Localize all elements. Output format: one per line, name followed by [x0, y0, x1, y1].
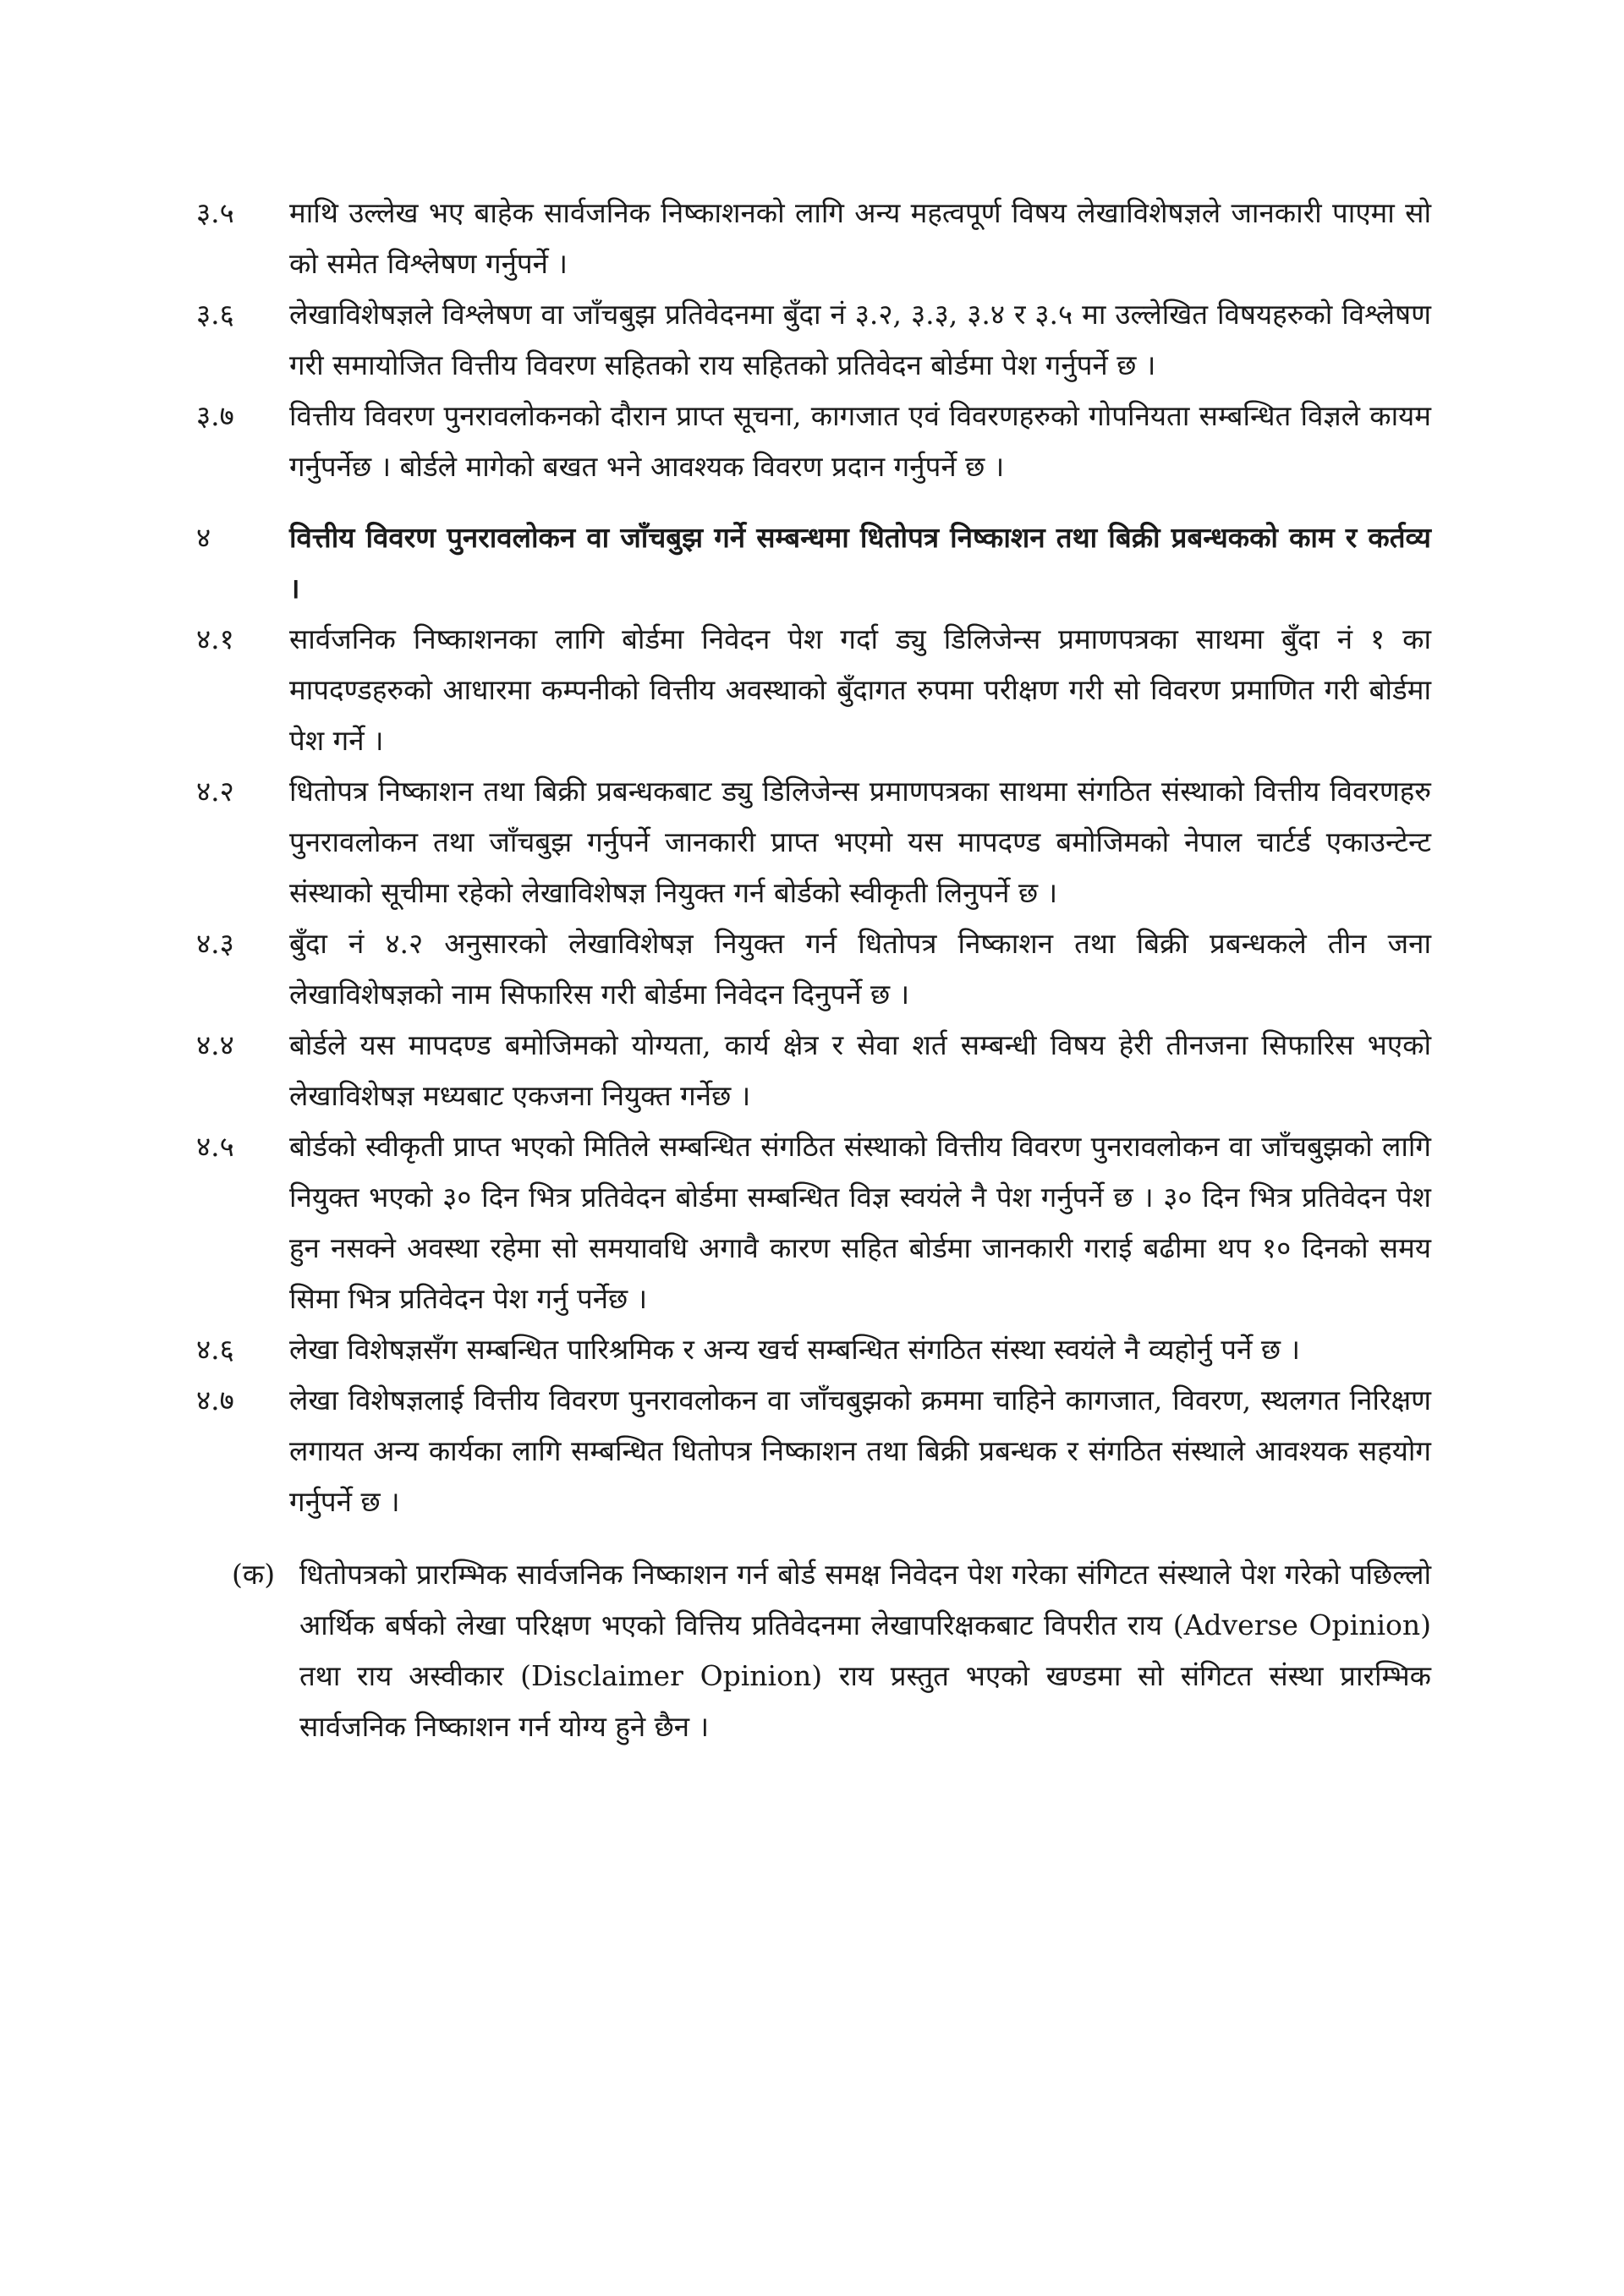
clause-3-5: [196, 188, 1431, 289]
clause-number: ४.५: [196, 1130, 234, 1163]
clause-4-2: [196, 766, 1431, 918]
clause-4-1: [196, 614, 1431, 766]
sub-clause-ka: [232, 1549, 1431, 1752]
clause-4-7: [196, 1375, 1431, 1527]
section-title: वित्तीय विवरण पुनरावलोकन वा जाँचबुझ गर्ने सम्बन्धमा धितोपत्र निष्काशन तथा बिक्री प्रबन्धकको काम र कर्तव्य ।: [289, 521, 1431, 605]
clause-text: बोर्डको स्वीकृती प्राप्त भएको मितिले सम्बन्धित संगठित संस्थाको वित्तीय विवरण पुनरावलोकन वा जाँचबुझको लागि नियुक्त भएको ३० दिन भित्र प्रतिवेदन बोर्डमा सम्बन्धित विज्ञ स्वयंले नै पेश गर्नुपर्ने छ । ३० दिन भित्र प्रतिवेदन पेश हुन नसक्ने अवस्था रहेमा सो समयावधि अगावै कारण सहित बोर्डमा जानकारी गराई बढीमा थप १० दिनको समय सिमा भित्र प्रतिवेदन पेश गर्नु पर्नेछ ।: [289, 1130, 1431, 1315]
clause-number: ४.२: [196, 775, 234, 808]
clause-4-6: [196, 1324, 1431, 1375]
clause-text: लेखा विशेषज्ञलाई वित्तीय विवरण पुनरावलोकन वा जाँचबुझको क्रममा चाहिने कागजात, विवरण, स्थलगत निरिक्षण लगायत अन्य कार्यका लागि सम्बन्धित धितोपत्र निष्काशन तथा बिक्री प्रबन्धक र संगठित संस्थाले आवश्यक सहयोग गर्नुपर्ने छ ।: [289, 1384, 1431, 1518]
clause-4-3: [196, 918, 1431, 1020]
section-number: ४: [196, 521, 211, 554]
clause-text: बुँदा नं ४.२ अनुसारको लेखाविशेषज्ञ नियुक्त गर्न धितोपत्र निष्काशन तथा बिक्री प्रबन्धकले तीन जना लेखाविशेषज्ञको नाम सिफारिस गरी बोर्डमा निवेदन दिनुपर्ने छ ।: [289, 927, 1431, 1011]
clause-number: ४.४: [196, 1028, 234, 1061]
clause-number: ३.५: [196, 196, 234, 229]
document-body: [196, 188, 1431, 1752]
clause-number: ३.६: [196, 298, 234, 331]
clause-3-6: [196, 289, 1431, 391]
clause-number: ४.३: [196, 927, 234, 960]
clause-4-5: [196, 1121, 1431, 1324]
clause-text: माथि उल्लेख भए बाहेक सार्वजनिक निष्काशनको लागि अन्य महत्वपूर्ण विषय लेखाविशेषज्ञले जानकारी पाएमा सो को समेत विश्लेषण गर्नुपर्ने ।: [289, 196, 1431, 280]
clause-text: वित्तीय विवरण पुनरावलोकनको दौरान प्राप्त सूचना, कागजात एवं विवरणहरुको गोपनियता सम्बन्धित विज्ञले कायम गर्नुपर्नेछ । बोर्डले मागेको बखत भने आवश्यक विवरण प्रदान गर्नुपर्ने छ ।: [289, 399, 1431, 483]
clause-text: लेखाविशेषज्ञले विश्लेषण वा जाँचबुझ प्रतिवेदनमा बुँदा नं ३.२, ३.३, ३.४ र ३.५ मा उल्लेखित विषयहरुको विश्लेषण गरी समायोजित वित्तीय विवरण सहितको राय सहितको प्रतिवेदन बोर्डमा पेश गर्नुपर्ने छ ।: [289, 298, 1431, 381]
sub-clause-text: धितोपत्रको प्रारम्भिक सार्वजनिक निष्काशन गर्न बोर्ड समक्ष निवेदन पेश गरेका संगिटत संस्थाले पेश गरेको पछिल्लो आर्थिक बर्षको लेखा परिक्षण भएको वित्तिय प्रतिवेदनमा लेखापरिक्षकबाट विपरीत राय (Adverse Opinion) तथा राय अस्वीकार (Disclaimer Opinion) राय प्रस्तुत भएको खण्डमा सो संगिटत संस्था प्रारम्भिक सार्वजनिक निष्काशन गर्न योग्य हुने छैन ।: [299, 1558, 1431, 1743]
clause-number: ३.७: [196, 399, 234, 432]
clause-number: ४.१: [196, 622, 234, 655]
clause-number: ४.७: [196, 1384, 234, 1417]
section-4-heading: [196, 512, 1431, 614]
clause-number: ४.६: [196, 1333, 234, 1366]
clause-3-7: [196, 391, 1431, 492]
clause-text: सार्वजनिक निष्काशनका लागि बोर्डमा निवेदन पेश गर्दा ड्यु डिलिजेन्स प्रमाणपत्रका साथमा बुँदा नं १ का मापदण्डहरुको आधारमा कम्पनीको वित्तीय अवस्थाको बुँदागत रुपमा परीक्षण गरी सो विवरण प्रमाणित गरी बोर्डमा पेश गर्ने ।: [289, 622, 1431, 757]
clause-text: लेखा विशेषज्ञसँग सम्बन्धित पारिश्रमिक र अन्य खर्च सम्बन्धित संगठित संस्था स्वयंले नै व्यहोर्नु पर्ने छ ।: [289, 1333, 1300, 1366]
clause-4-4: [196, 1020, 1431, 1121]
sub-clause-marker: (क): [232, 1558, 276, 1591]
clause-text: बोर्डले यस मापदण्ड बमोजिमको योग्यता, कार्य क्षेत्र र सेवा शर्त सम्बन्धी विषय हेरी तीनजना सिफारिस भएको लेखाविशेषज्ञ मध्यबाट एकजना नियुक्त गर्नेछ ।: [289, 1028, 1431, 1112]
clause-text: धितोपत्र निष्काशन तथा बिक्री प्रबन्धकबाट ड्यु डिलिजेन्स प्रमाणपत्रका साथमा संगठित संस्थाको वित्तीय विवरणहरु पुनरावलोकन तथा जाँचबुझ गर्नुपर्ने जानकारी प्राप्त भएमो यस मापदण्ड बमोजिमको नेपाल चार्टर्ड एकाउन्टेन्ट संस्थाको सूचीमा रहेको लेखाविशेषज्ञ नियुक्त गर्न बोर्डको स्वीकृती लिनुपर्ने छ ।: [289, 775, 1431, 909]
